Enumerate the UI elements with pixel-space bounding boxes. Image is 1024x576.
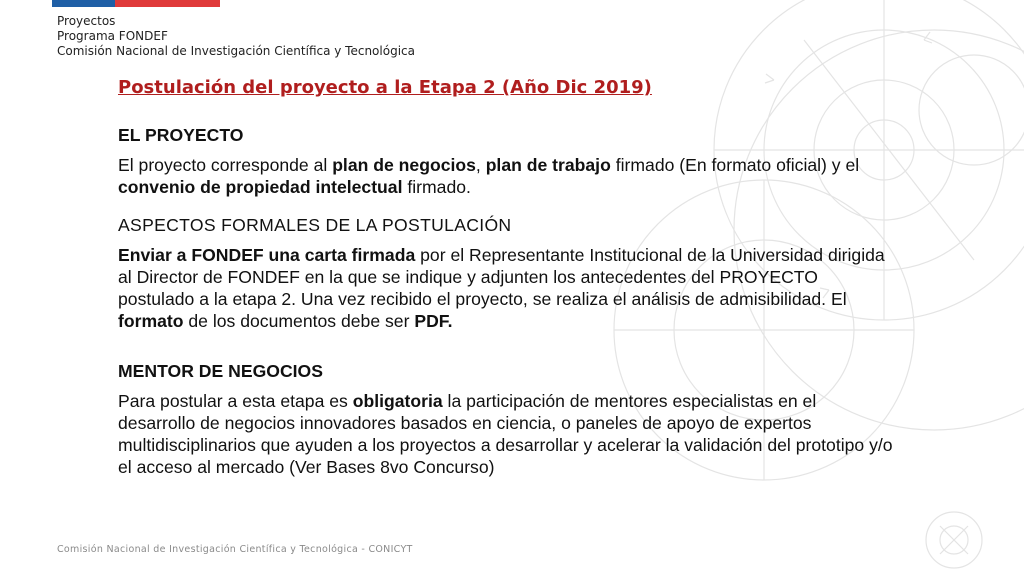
heading-mentor: MENTOR DE NEGOCIOS bbox=[118, 361, 323, 381]
header-program: Programa FONDEF bbox=[57, 29, 168, 43]
header-block bbox=[57, 14, 415, 59]
brand-color-bar bbox=[52, 0, 220, 7]
paragraph-proyecto: El proyecto corresponde al plan de negocios, plan de trabajo firmado (En formato oficial) y el convenio de propiedad intelectual firmado. bbox=[118, 155, 860, 197]
paragraph-aspectos: Enviar a FONDEF una carta firmada por el Representante Institucional de la Universidad dirigida al Director de FONDEF en la que se indique y adjunten los antecedentes del PROYECTO postulado a la etapa 2. Una vez recibido el proyecto, se realiza el análisis de admisibilidad. El formato de los documentos debe ser PDF. bbox=[118, 245, 885, 331]
header-organization: Comisión Nacional de Investigación Científica y Tecnológica bbox=[57, 44, 415, 58]
footer-text: Comisión Nacional de Investigación Científica y Tecnológica - CONICYT bbox=[57, 544, 413, 555]
heading-proyecto: EL PROYECTO bbox=[118, 125, 244, 145]
header-section: Proyectos bbox=[57, 14, 116, 28]
brand-bar-red bbox=[115, 0, 220, 7]
paragraph-mentor: Para postular a esta etapa es obligatoria la participación de mentores especialistas en el desarrollo de negocios innovadores basados en ciencia, o paneles de apoyo de expertos multidisciplinarios que ayuden a los proyectos a desarrollar y acelerar la validación del prototipo y/o el acceso al mercado (Ver Bases 8vo Concurso) bbox=[118, 391, 893, 477]
slide-title: Postulación del proyecto a la Etapa 2 (Año Dic 2019) bbox=[118, 77, 652, 98]
brand-bar-blue bbox=[52, 0, 115, 7]
slide-content bbox=[118, 124, 898, 478]
heading-aspectos: ASPECTOS FORMALES DE LA POSTULACIÓN bbox=[118, 215, 512, 235]
